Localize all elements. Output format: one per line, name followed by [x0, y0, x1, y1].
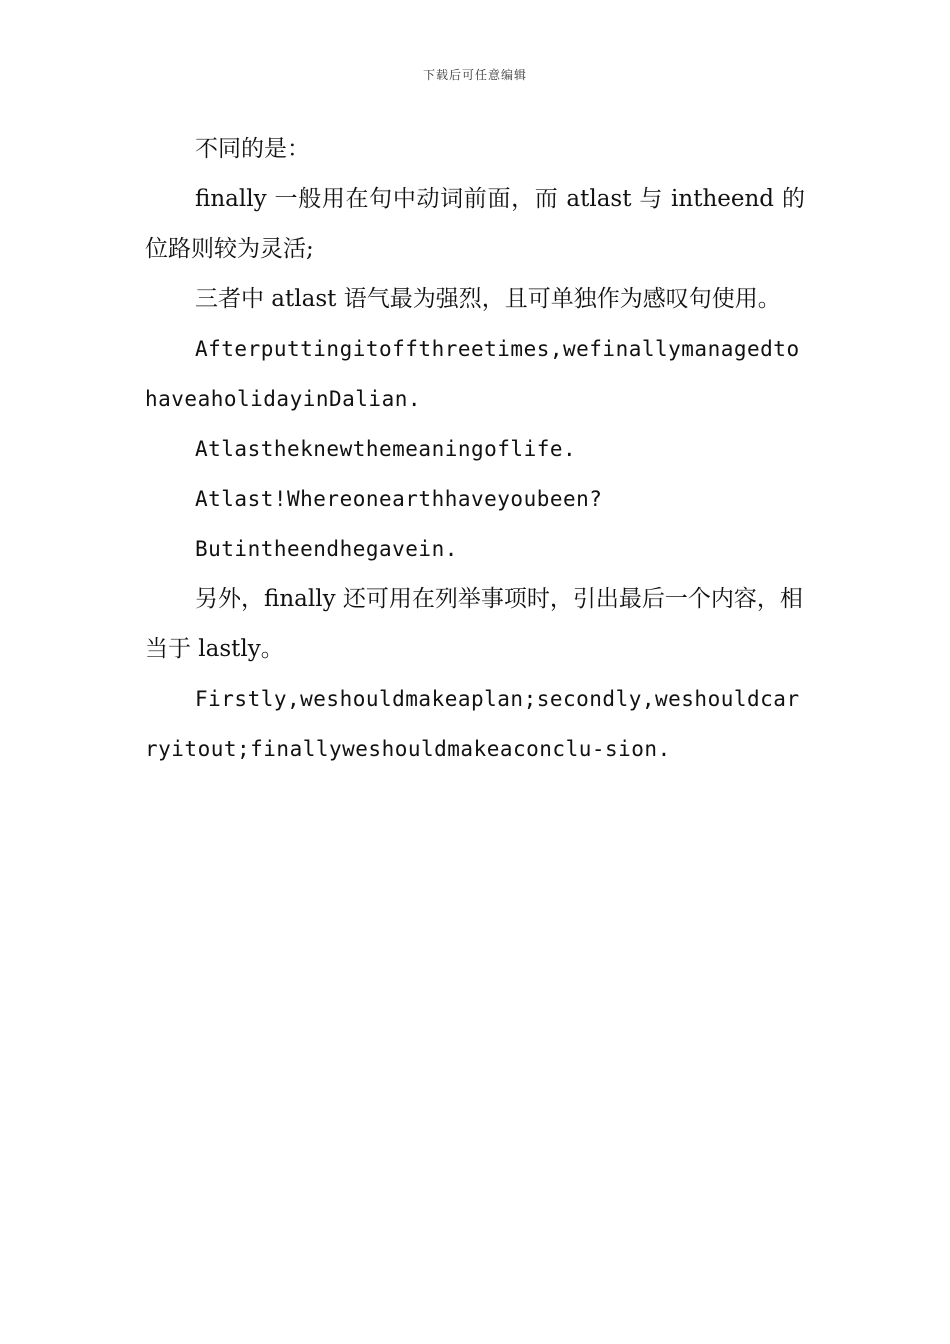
paragraph-difference-intro: 不同的是：	[195, 136, 310, 162]
paragraph-atlast-tone: 三者中 atlast 语气最为强烈，且可单独作为感叹句使用。	[195, 286, 781, 312]
example-sentence-2: Atlastheknewthemeaningoflife.	[195, 437, 577, 461]
paragraph-finally-usage: finally 一般用在句中动词前面，而 atlast 与 intheend 的位路则较为灵活;	[145, 186, 805, 262]
paragraph-finally-listing: 另外，finally 还可用在列举事项时，引出最后一个内容，相当于 lastly。	[145, 586, 803, 662]
example-sentence-5: Firstly,weshouldmakeaplan;secondly,weshouldcarryitout;finallyweshouldmakeaconclu-sion.	[145, 687, 800, 761]
example-sentence-1: Afterputtingitoffthreetimes,wefinallymanagedtohaveaholidayinDalian.	[145, 337, 800, 411]
example-sentence-4: Butintheendhegavein.	[195, 537, 458, 561]
example-sentence-3: Atlast!Whereonearthhaveyoubeen?	[195, 487, 603, 511]
document-body	[145, 124, 805, 774]
page-header: 下载后可任意编辑	[422, 68, 527, 82]
